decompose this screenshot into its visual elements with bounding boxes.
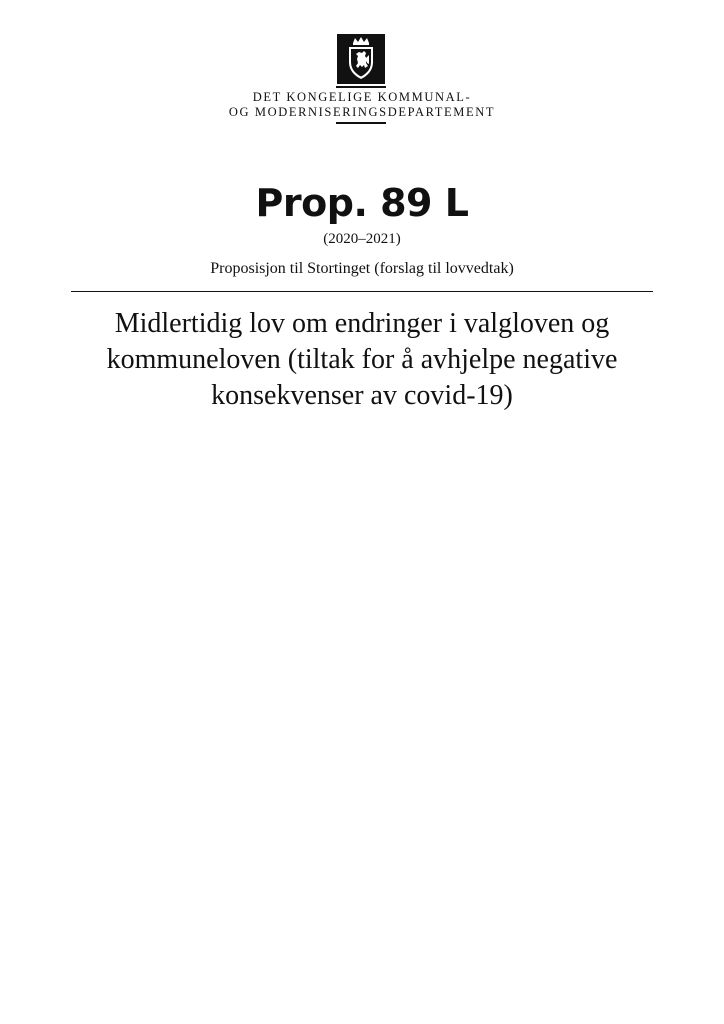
main-title-line: konsekvenser av covid-19) [211, 380, 513, 411]
department-top-rule [336, 86, 386, 88]
proposition-title: Prop. 89 L [255, 181, 469, 225]
department-bottom-rule [336, 122, 386, 124]
department-name [0, 90, 724, 120]
coat-of-arms-icon [337, 34, 385, 84]
session-years: (2020–2021) [323, 231, 401, 247]
proposition-subtitle: Proposisjon til Stortinget (forslag til lovvedtak) [210, 260, 514, 277]
main-title-line: Midlertidig lov om endringer i valgloven og [114, 308, 610, 339]
main-title-line: kommuneloven (tiltak for å avhjelpe negative [106, 344, 618, 375]
title-divider [71, 291, 653, 292]
main-title [40, 306, 684, 414]
department-name-line-1: DET KONGELIGE KOMMUNAL- [252, 90, 472, 104]
department-name-line-2: OG MODERNISERINGSDEPARTEMENT [228, 105, 496, 119]
